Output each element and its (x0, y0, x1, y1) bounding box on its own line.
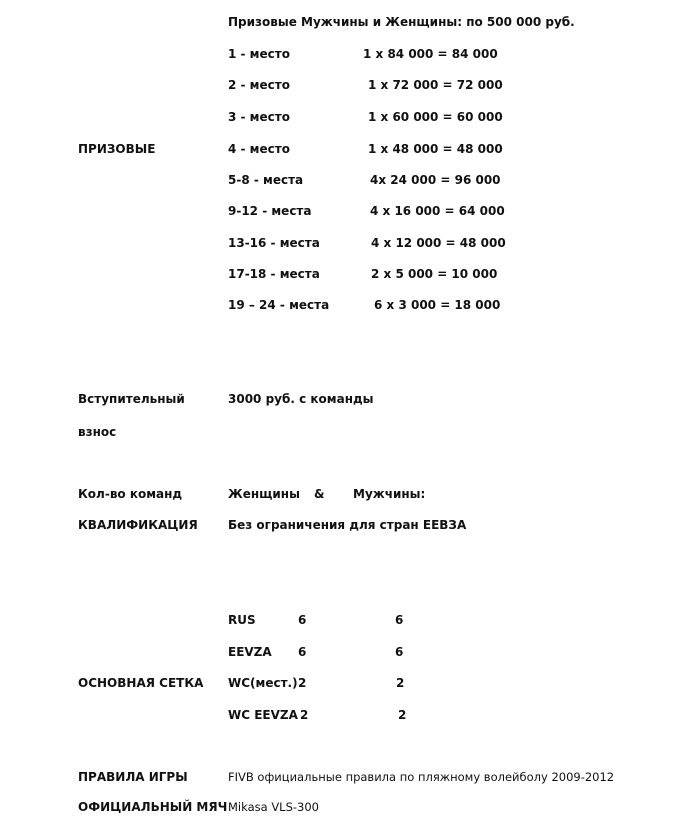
prizes-header: Призовые Мужчины и Женщины: по 500 000 руб. (228, 15, 575, 29)
prize-amount: 6 х 3 000 = 18 000 (374, 298, 501, 312)
draw-name: EEVZA (228, 645, 272, 659)
draw-name: WC EEVZA (228, 708, 298, 722)
ball-value: Mikasa VLS-300 (228, 800, 319, 814)
draw-women-count: 6 (298, 613, 307, 627)
prize-amount: 4 х 16 000 = 64 000 (370, 204, 505, 218)
qualification-label: КВАЛИФИКАЦИЯ (78, 518, 198, 532)
teams-label: Кол-во команд (78, 487, 183, 501)
draw-men-count: 2 (396, 676, 405, 690)
prize-amount: 4х 24 000 = 96 000 (370, 173, 501, 187)
prize-place: 2 - место (228, 78, 290, 92)
fee-label-line2: взнос (78, 425, 117, 439)
prize-place: 1 - место (228, 47, 290, 61)
teams-ampersand: & (314, 487, 325, 501)
teams-women: Женщины (228, 487, 300, 501)
prize-place: 13-16 - места (228, 236, 320, 250)
draw-women-count: 6 (298, 645, 307, 659)
rules-value: FIVB официальные правила по пляжному волейболу 2009-2012 (228, 770, 615, 784)
prize-amount: 1 х 72 000 = 72 000 (368, 78, 503, 92)
fee-label-line1: Вступительный (78, 392, 185, 406)
main-draw-label: ОСНОВНАЯ СЕТКА (78, 676, 204, 690)
prize-place: 4 - место (228, 142, 290, 156)
prize-place: 9-12 - места (228, 204, 312, 218)
rules-label: ПРАВИЛА ИГРЫ (78, 770, 188, 784)
prize-amount: 2 х 5 000 = 10 000 (371, 267, 498, 281)
draw-women-count: 2 (298, 676, 307, 690)
draw-men-count: 6 (395, 613, 404, 627)
prize-place: 5-8 - места (228, 173, 304, 187)
prize-amount: 4 х 12 000 = 48 000 (371, 236, 506, 250)
prize-amount: 1 х 84 000 = 84 000 (363, 47, 498, 61)
fee-value: 3000 руб. с команды (228, 392, 374, 406)
draw-name: WC(мест.) (228, 676, 298, 690)
prizes-label: ПРИЗОВЫЕ (78, 142, 156, 156)
prize-place: 19 – 24 - места (228, 298, 330, 312)
ball-label: ОФИЦИАЛЬНЫЙ МЯЧ (78, 800, 228, 814)
draw-men-count: 6 (395, 645, 404, 659)
prize-place: 3 - место (228, 110, 290, 124)
prize-amount: 1 х 60 000 = 60 000 (368, 110, 503, 124)
prize-place: 17-18 - места (228, 267, 320, 281)
draw-name: RUS (228, 613, 256, 627)
draw-women-count: 2 (300, 708, 309, 722)
qualification-value: Без ограничения для стран ЕЕВЗА (228, 518, 467, 532)
teams-men: Мужчины: (353, 487, 426, 501)
draw-men-count: 2 (398, 708, 407, 722)
prize-amount: 1 х 48 000 = 48 000 (368, 142, 503, 156)
